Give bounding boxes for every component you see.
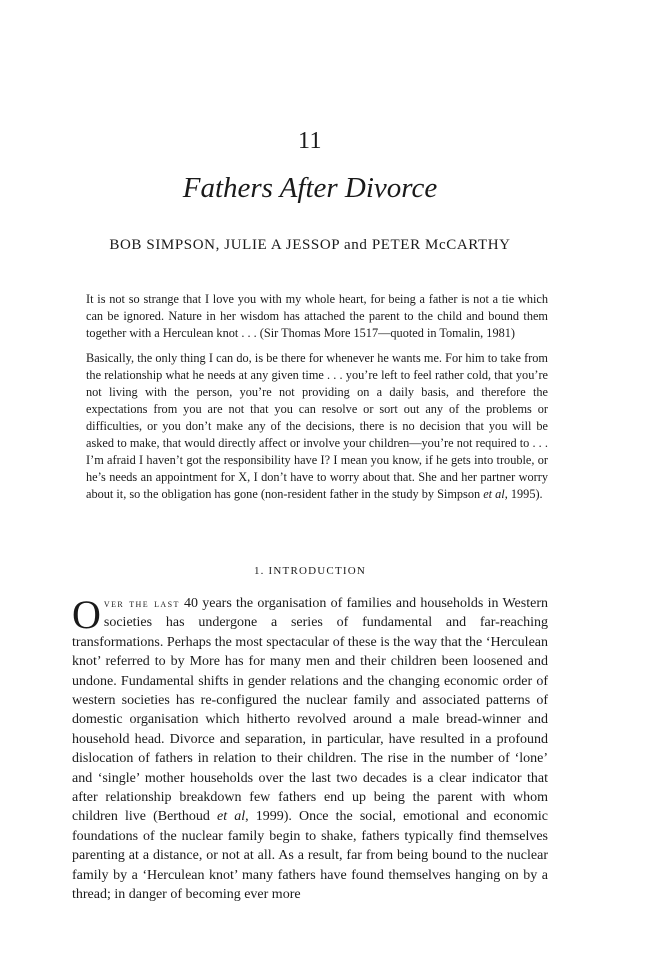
- epigraph-father-quote: [86, 350, 548, 503]
- chapter-title: Fathers After Divorce: [182, 172, 438, 204]
- epigraph-quote-text: Basically, the only thing I can do, is be there for whenever he wants me. For him to take from the relationship what he needs at any given time . . . you’re left to feel rather cold, that you’re not living with the person, you’re not providing on a daily basis, and therefore the expectations from you are not that you can resolve or sort out any of the problems or difficulties, or you don’t make any of the decisions, there is no decision that you will be asked to make, that would directly affect or involve your children—you’re not required to . . . I’m afraid I haven’t got the responsibility have I? I mean you know, if he gets into trouble, or he’s needs an appointment for X, I don’t have to worry about that. She and her partner worry about it, so the obligation has gone (non-resident father in the study by Simpson: [86, 351, 548, 501]
- small-caps-lead: ver the last: [103, 596, 180, 610]
- chapter-authors: BOB SIMPSON, JULIE A JESSOP and PETER McCARTHY: [109, 237, 511, 253]
- drop-cap: O: [72, 592, 101, 637]
- body-text-main: 40 years the organisation of families and households in Western societies has undergone a series of fundamental and far-reaching transformations. Perhaps the most spectacular of these is the way that the ‘Herculean knot’ referred to by More has for many men and their children been loosened and undone. Fundamental shifts in gender relations and the changing economic order of western societies has re-configured the nuclear family and associated patterns of domestic organisation which hitherto revolved around a male bread-winner and household head. Divorce and separation, in particular, have resulted in a profound dislocation of fathers in relation to their children. The rise in the number of ‘lone’ and ‘single’ mother households over the last two decades is a clear indicator that after relationship breakdown few fathers end up being the parent with whom children live (Berthoud: [72, 596, 548, 825]
- chapter-number: 11: [297, 128, 323, 154]
- body-citation-etal: et al: [216, 809, 246, 825]
- epigraphs: [86, 291, 548, 511]
- body-text-continued: , 1999). Once the social, emotional and economic foundations of the nuclear family begin to shake, fathers typically find themselves parenting at a distance, or not at all. As a result, far from being bound to the nuclear family by a ‘Herculean knot’ many fathers have found themselves hanging on by a thread; in danger of becoming ever more: [72, 809, 548, 903]
- epigraph-more: [86, 291, 548, 342]
- epigraph-citation-etal: et al: [483, 487, 505, 501]
- section-heading: 1. INTRODUCTION: [253, 565, 367, 577]
- epigraph-more-text: It is not so strange that I love you with my whole heart, for being a father is not a tie which can be ignored. Nature in her wisdom has attached the parent to the child and bound them together with a Herculean knot . . . (Sir Thomas More 1517—quoted in Tomalin, 1981): [86, 292, 548, 340]
- epigraph-citation-year: , 1995).: [504, 487, 543, 501]
- body-paragraph: [72, 594, 548, 905]
